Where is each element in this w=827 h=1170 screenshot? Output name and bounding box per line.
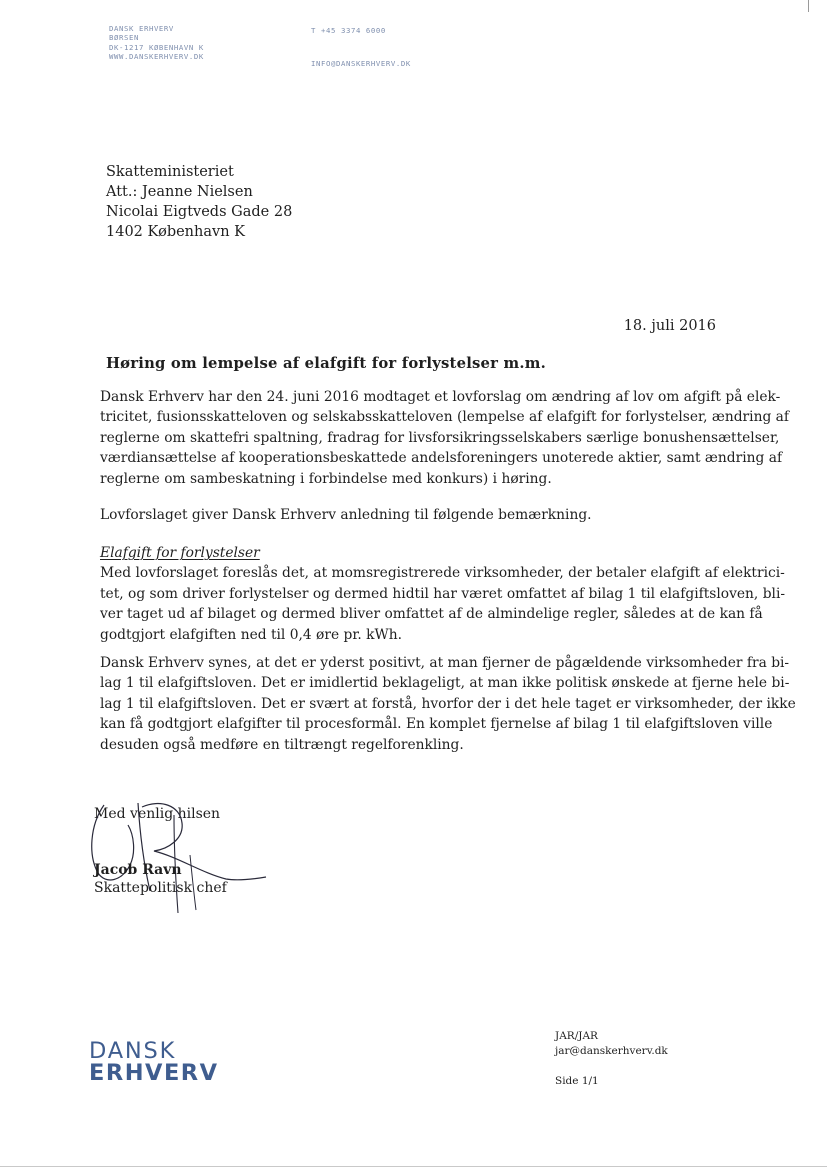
text-line: reglerne om sambeskatning i forbindelse med konkurs) i høring. [100, 470, 552, 487]
text-line: Lovforslaget giver Dansk Erhverv anledning til følgende bemærkning. [100, 507, 592, 523]
page-number: Side 1/1 [555, 1075, 599, 1087]
sender-phone: T +45 3374 6000 [311, 26, 386, 35]
text-line: desuden også medføre en tiltrængt regelforenkling. [100, 736, 464, 753]
footer-reference [555, 1029, 668, 1059]
handwritten-signature [78, 795, 278, 920]
text-line: lag 1 til elafgiftsloven. Det er imidlertid beklageligt, at man ikke politisk ønskede at fjerne hele bi- [100, 675, 790, 692]
text-line: Dansk Erhverv synes, at det er yderst positivt, at man fjerner de pågældende virksomheder fra bi- [100, 655, 790, 671]
reference-email: jar@danskerhverv.dk [555, 1045, 668, 1057]
logo-word-erhverv: ERHVERV [89, 1060, 219, 1086]
text-line: godtgjort elafgiften ned til 0,4 øre pr. kWh. [100, 626, 402, 643]
letter-date: 18. juli 2016 [623, 318, 716, 334]
signer-title: Skattepolitisk chef [94, 880, 227, 896]
text-line: tricitet, fusionsskatteloven og selskabsskatteloven (lempelse af elafgift for forlystelser, ændring af [100, 409, 790, 426]
text-line: kan få godtgjort elafgifter til procesformål. En komplet fjernelse af bilag 1 til elafgiftsloven ville [100, 716, 773, 733]
sender-building: BØRSEN [109, 33, 139, 43]
text-line: Dansk Erhverv har den 24. juni 2016 modtaget et lovforslag om ændring af lov om afgift på elek- [100, 389, 781, 405]
recipient-street: Nicolai Eigtveds Gade 28 [106, 204, 293, 220]
recipient-org: Skatteministeriet [106, 164, 234, 180]
paragraph-intro [100, 387, 790, 489]
scan-edge-mark [808, 0, 809, 12]
recipient-att: Att.: Jeanne Nielsen [106, 184, 253, 200]
sender-website: WWW.DANSKERHVERV.DK [109, 52, 204, 62]
sender-email: INFO@DANSKERHVERV.DK [311, 59, 411, 68]
text-line: tet, og som driver forlystelser og dermed hidtil har været omfattet af bilag 1 til elafgiftsloven, bli- [100, 585, 786, 602]
text-line: Med lovforslaget foreslås det, at momsregistrerede virksomheder, der betaler elafgift af elektrici- [100, 565, 785, 582]
paragraph-opinion [100, 653, 796, 755]
text-line: reglerne om skattefri spaltning, fradrag for livsforsikringsselskabers særlige bonushensættelser, [100, 429, 780, 446]
scan-bottom-edge [0, 1166, 827, 1167]
paragraph-elafgift [100, 543, 786, 645]
text-line: lag 1 til elafgiftsloven. Det er svært at forstå, hvorfor der i det hele taget er virksomheder, der ikke [100, 695, 796, 712]
dansk-erhverv-logo [89, 1040, 219, 1084]
letter-subject: Høring om lempelse af elafgift for forlystelser m.m. [106, 355, 546, 372]
signer-name: Jacob Ravn [94, 862, 182, 878]
recipient-city: 1402 København K [106, 224, 245, 240]
sender-name: DANSK ERHVERV [109, 24, 174, 33]
closing-greeting: Med venlig hilsen [94, 806, 221, 822]
recipient-address [106, 162, 292, 242]
section-heading: Elafgift for forlystelser [100, 545, 260, 561]
reference-initials: JAR/JAR [555, 1030, 598, 1042]
sender-postal: DK-1217 KØBENHAVN K [109, 42, 204, 52]
text-line: værdiansættelse af kooperationsbeskattede andelsforeningers unoterede aktier, samt ændring af [100, 450, 783, 467]
sender-address-block [109, 24, 204, 62]
logo-word-dansk: DANSK [89, 1038, 177, 1064]
text-line: ver taget ud af bilaget og dermed bliver omfattet af de almindelige regler, således at de kan få [100, 606, 763, 623]
paragraph-remark [100, 505, 714, 525]
